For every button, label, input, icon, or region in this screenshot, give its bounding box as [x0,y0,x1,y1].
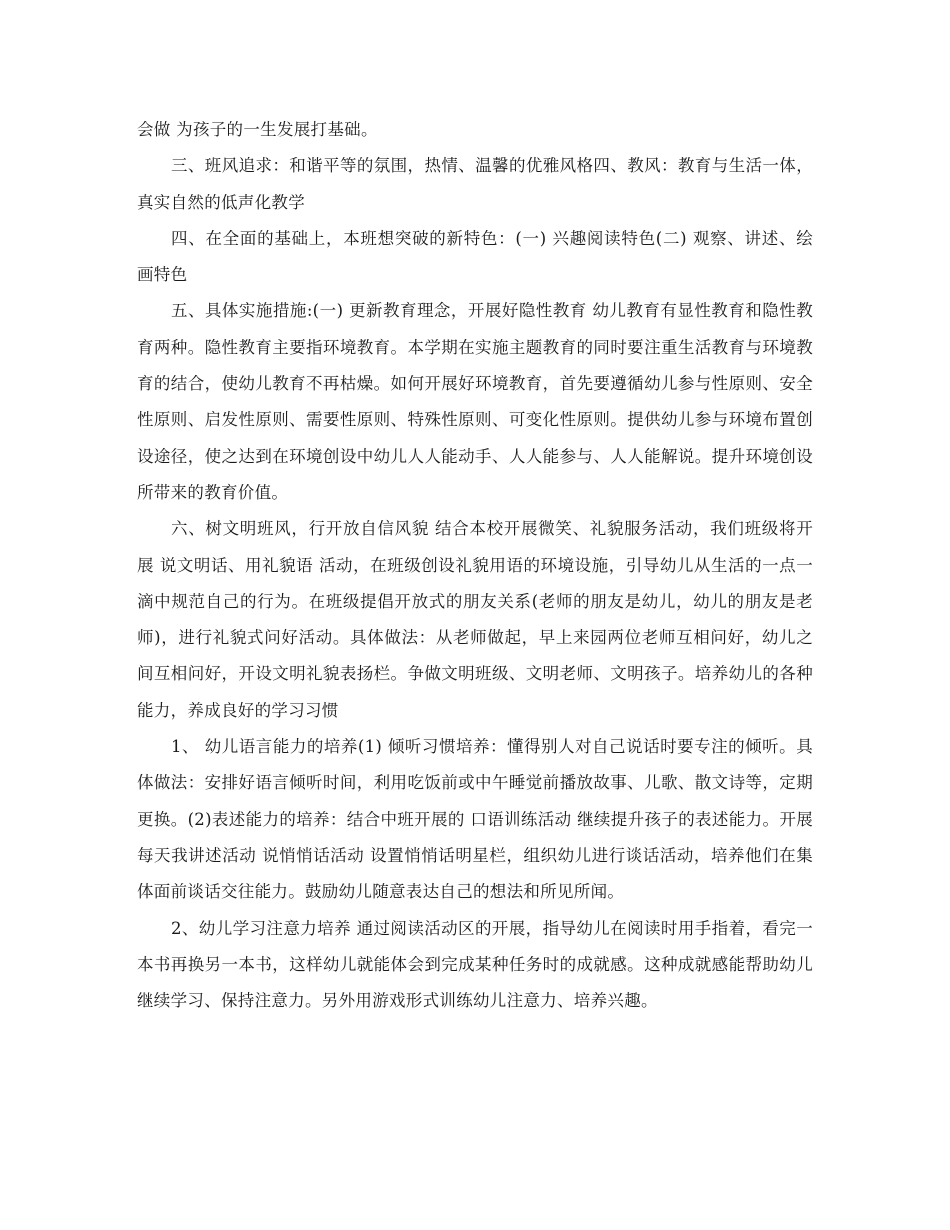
paragraph-continuation: 会做 为孩子的一生发展打基础。 [137,120,378,139]
paragraph-new-features: 四、在全面的基础上，本班想突破的新特色：(一) 兴趣阅读特色(二) 观察、讲述、绘画特色 [137,228,813,285]
document-body [137,112,813,1019]
paragraph-attention-training: 2、幼儿学习注意力培养 通过阅读活动区的开展，指导幼儿在阅读时用手指着，看完一本书再换另一本书，这样幼儿就能体会到完成某种任务时的成就感。这种成就感能帮助幼儿继续学习、保持注意力。另外用游戏形式训练幼儿注意力、培养兴趣。 [137,918,813,1011]
paragraph-civilized-class: 六、树文明班风，行开放自信风貌 结合本校开展微笑、礼貌服务活动，我们班级将开展 说文明话、用礼貌语 活动，在班级创设礼貌用语的环境设施，引导幼儿从生活的一点一滴中规范自己的行为。在班级提倡开放式的朋友关系(老师的朋友是幼儿，幼儿的朋友是老师)，进行礼貌式问好活动。具体做法：从老师做起，早上来园两位老师互相问好，幼儿之间互相问好，开设文明礼貌表扬栏。争做文明班级、文明老师、文明孩子。培养幼儿的各种能力，养成良好的学习习惯 [137,519,813,720]
paragraph-implementation-measures: 五、具体实施措施:(一) 更新教育理念，开展好隐性教育 幼儿教育有显性教育和隐性教育两种。隐性教育主要指环境教育。本学期在实施主题教育的同时要注重生活教育与环境教育的结合，使幼儿教育不再枯燥。如何开展好环境教育，首先要遵循幼儿参与性原则、安全性原则、启发性原则、需要性原则、特殊性原则、可变化性原则。提供幼儿参与环境布置创设途径，使之达到在环境创设中幼儿人人能动手、人人能参与、人人能解说。提升环境创设所带来的教育价值。 [137,301,813,502]
paragraph-language-ability: 1、 幼儿语言能力的培养(1) 倾听习惯培养：懂得别人对自己说话时要专注的倾听。具体做法：安排好语言倾听时间，利用吃饭前或中午睡觉前播放故事、儿歌、散文诗等，定期更换。(2)表述能力的培养：结合中班开展的 口语训练活动 继续提升孩子的表述能力。开展 每天我讲述活动 说悄悄话活动 设置悄悄话明星栏，组织幼儿进行谈话活动，培养他们在集体面前谈话交往能力。鼓励幼儿随意表达自己的想法和所见所闻。 [137,737,813,902]
paragraph-class-style: 三、班风追求：和谐平等的氛围，热情、温馨的优雅风格四、教风：教育与生活一体，真实自然的低声化教学 [137,156,813,212]
